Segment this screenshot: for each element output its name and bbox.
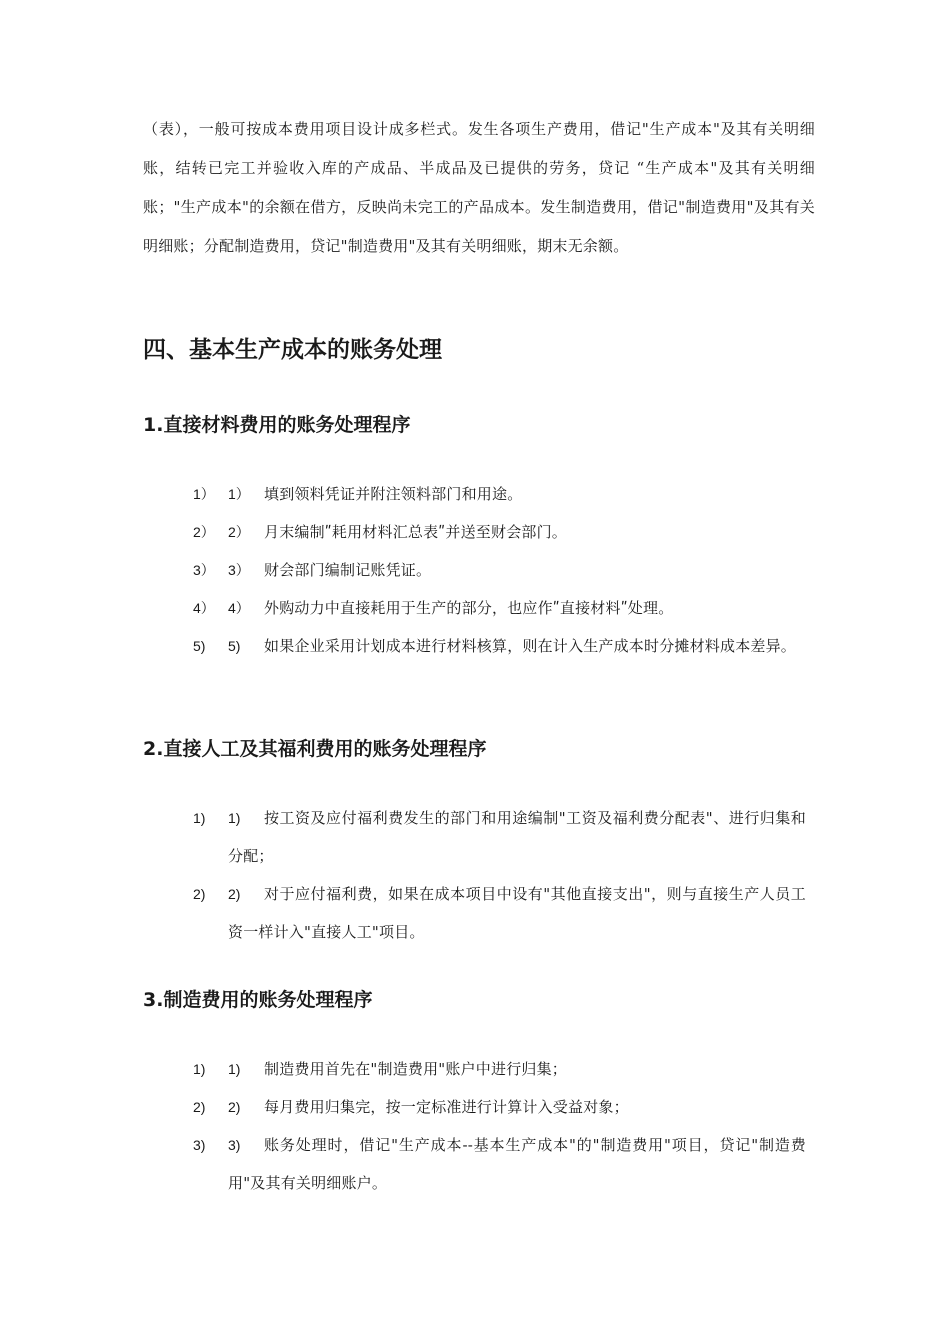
list-item-inner-number: 2）	[228, 524, 250, 540]
list-item-outer-number: 1)	[193, 1061, 206, 1077]
list-item-inner-number: 3)	[228, 1137, 241, 1153]
list-item	[0, 627, 950, 665]
list-item	[0, 589, 950, 627]
list-item-text: 按工资及应付福利费发生的部门和用途编制"工资及福利费分配表"、进行归集和分配；	[228, 809, 806, 865]
list-item-outer-number: 3)	[193, 1137, 206, 1153]
list-item	[0, 475, 950, 513]
subsection-3-list	[0, 1050, 950, 1202]
list-item	[0, 799, 950, 875]
list-item-inner-number: 1）	[228, 486, 250, 502]
list-item-inner-number: 4）	[228, 600, 250, 616]
list-item	[0, 1088, 950, 1126]
subsection-2-list	[0, 799, 950, 951]
subsection-heading-3: 3.制造费用的账务处理程序	[143, 989, 373, 1011]
list-item-inner-number: 5)	[228, 638, 241, 654]
list-item-text: 财会部门编制记账凭证。	[264, 561, 432, 579]
subsection-1-list	[0, 475, 950, 665]
list-item-outer-number: 1)	[193, 810, 206, 826]
section-heading: 四、基本生产成本的账务处理	[143, 337, 442, 363]
list-item	[0, 875, 950, 951]
list-item	[0, 513, 950, 551]
subsection-heading-1: 1.直接材料费用的账务处理程序	[143, 414, 411, 436]
list-item-outer-number: 3）	[193, 562, 215, 578]
list-item-inner-number: 1)	[228, 1061, 241, 1077]
list-item-outer-number: 2)	[193, 886, 206, 902]
list-item-text: 如果企业采用计划成本进行材料核算，则在计入生产成本时分摊材料成本差异。	[264, 637, 797, 655]
list-item-text: 对于应付福利费，如果在成本项目中设有"其他直接支出"，则与直接生产人员工资一样计入"直接人工"项目。	[228, 885, 806, 941]
list-item-outer-number: 1）	[193, 486, 215, 502]
list-item-text: 制造费用首先在"制造费用"账户中进行归集；	[264, 1060, 568, 1078]
subsection-heading-2: 2.直接人工及其福利费用的账务处理程序	[143, 738, 487, 760]
intro-paragraph: （表），一般可按成本费用项目设计成多栏式。发生各项生产费用，借记"生产成本"及其有关明细账，结转已完工并验收入库的产成品、半成品及已提供的劳务，贷记 “生产成本"及其有关明细账；"生产成本"的余额在借方，反映尚未完工的产品成本。发生制造费用，借记"制造费用"及其有关明细账；分配制造费用，贷记"制造费用"及其有关明细账，期末无余额。	[143, 120, 815, 255]
list-item-outer-number: 2）	[193, 524, 215, 540]
list-item-text: 每月费用归集完，按一定标准进行计算计入受益对象；	[264, 1098, 629, 1116]
list-item	[0, 1050, 950, 1088]
list-item-inner-number: 1)	[228, 810, 241, 826]
list-item	[0, 551, 950, 589]
list-item-outer-number: 4）	[193, 600, 215, 616]
list-item-inner-number: 2)	[228, 1099, 241, 1115]
list-item-text: 月末编制ʺ耗用材料汇总表ʺ并送至财会部门。	[264, 523, 568, 541]
list-item-inner-number: 2)	[228, 886, 241, 902]
list-item-outer-number: 2)	[193, 1099, 206, 1115]
list-item-outer-number: 5)	[193, 638, 206, 654]
list-item-text: 外购动力中直接耗用于生产的部分，也应作ʺ直接材料ʺ处理。	[264, 599, 674, 617]
list-item	[0, 1126, 950, 1202]
list-item-text: 填到领料凭证并附注领料部门和用途。	[264, 485, 523, 503]
list-item-inner-number: 3）	[228, 562, 250, 578]
list-item-text: 账务处理时，借记"生产成本--基本生产成本"的"制造费用"项目，贷记"制造费用"及其有关明细账户。	[228, 1136, 806, 1192]
